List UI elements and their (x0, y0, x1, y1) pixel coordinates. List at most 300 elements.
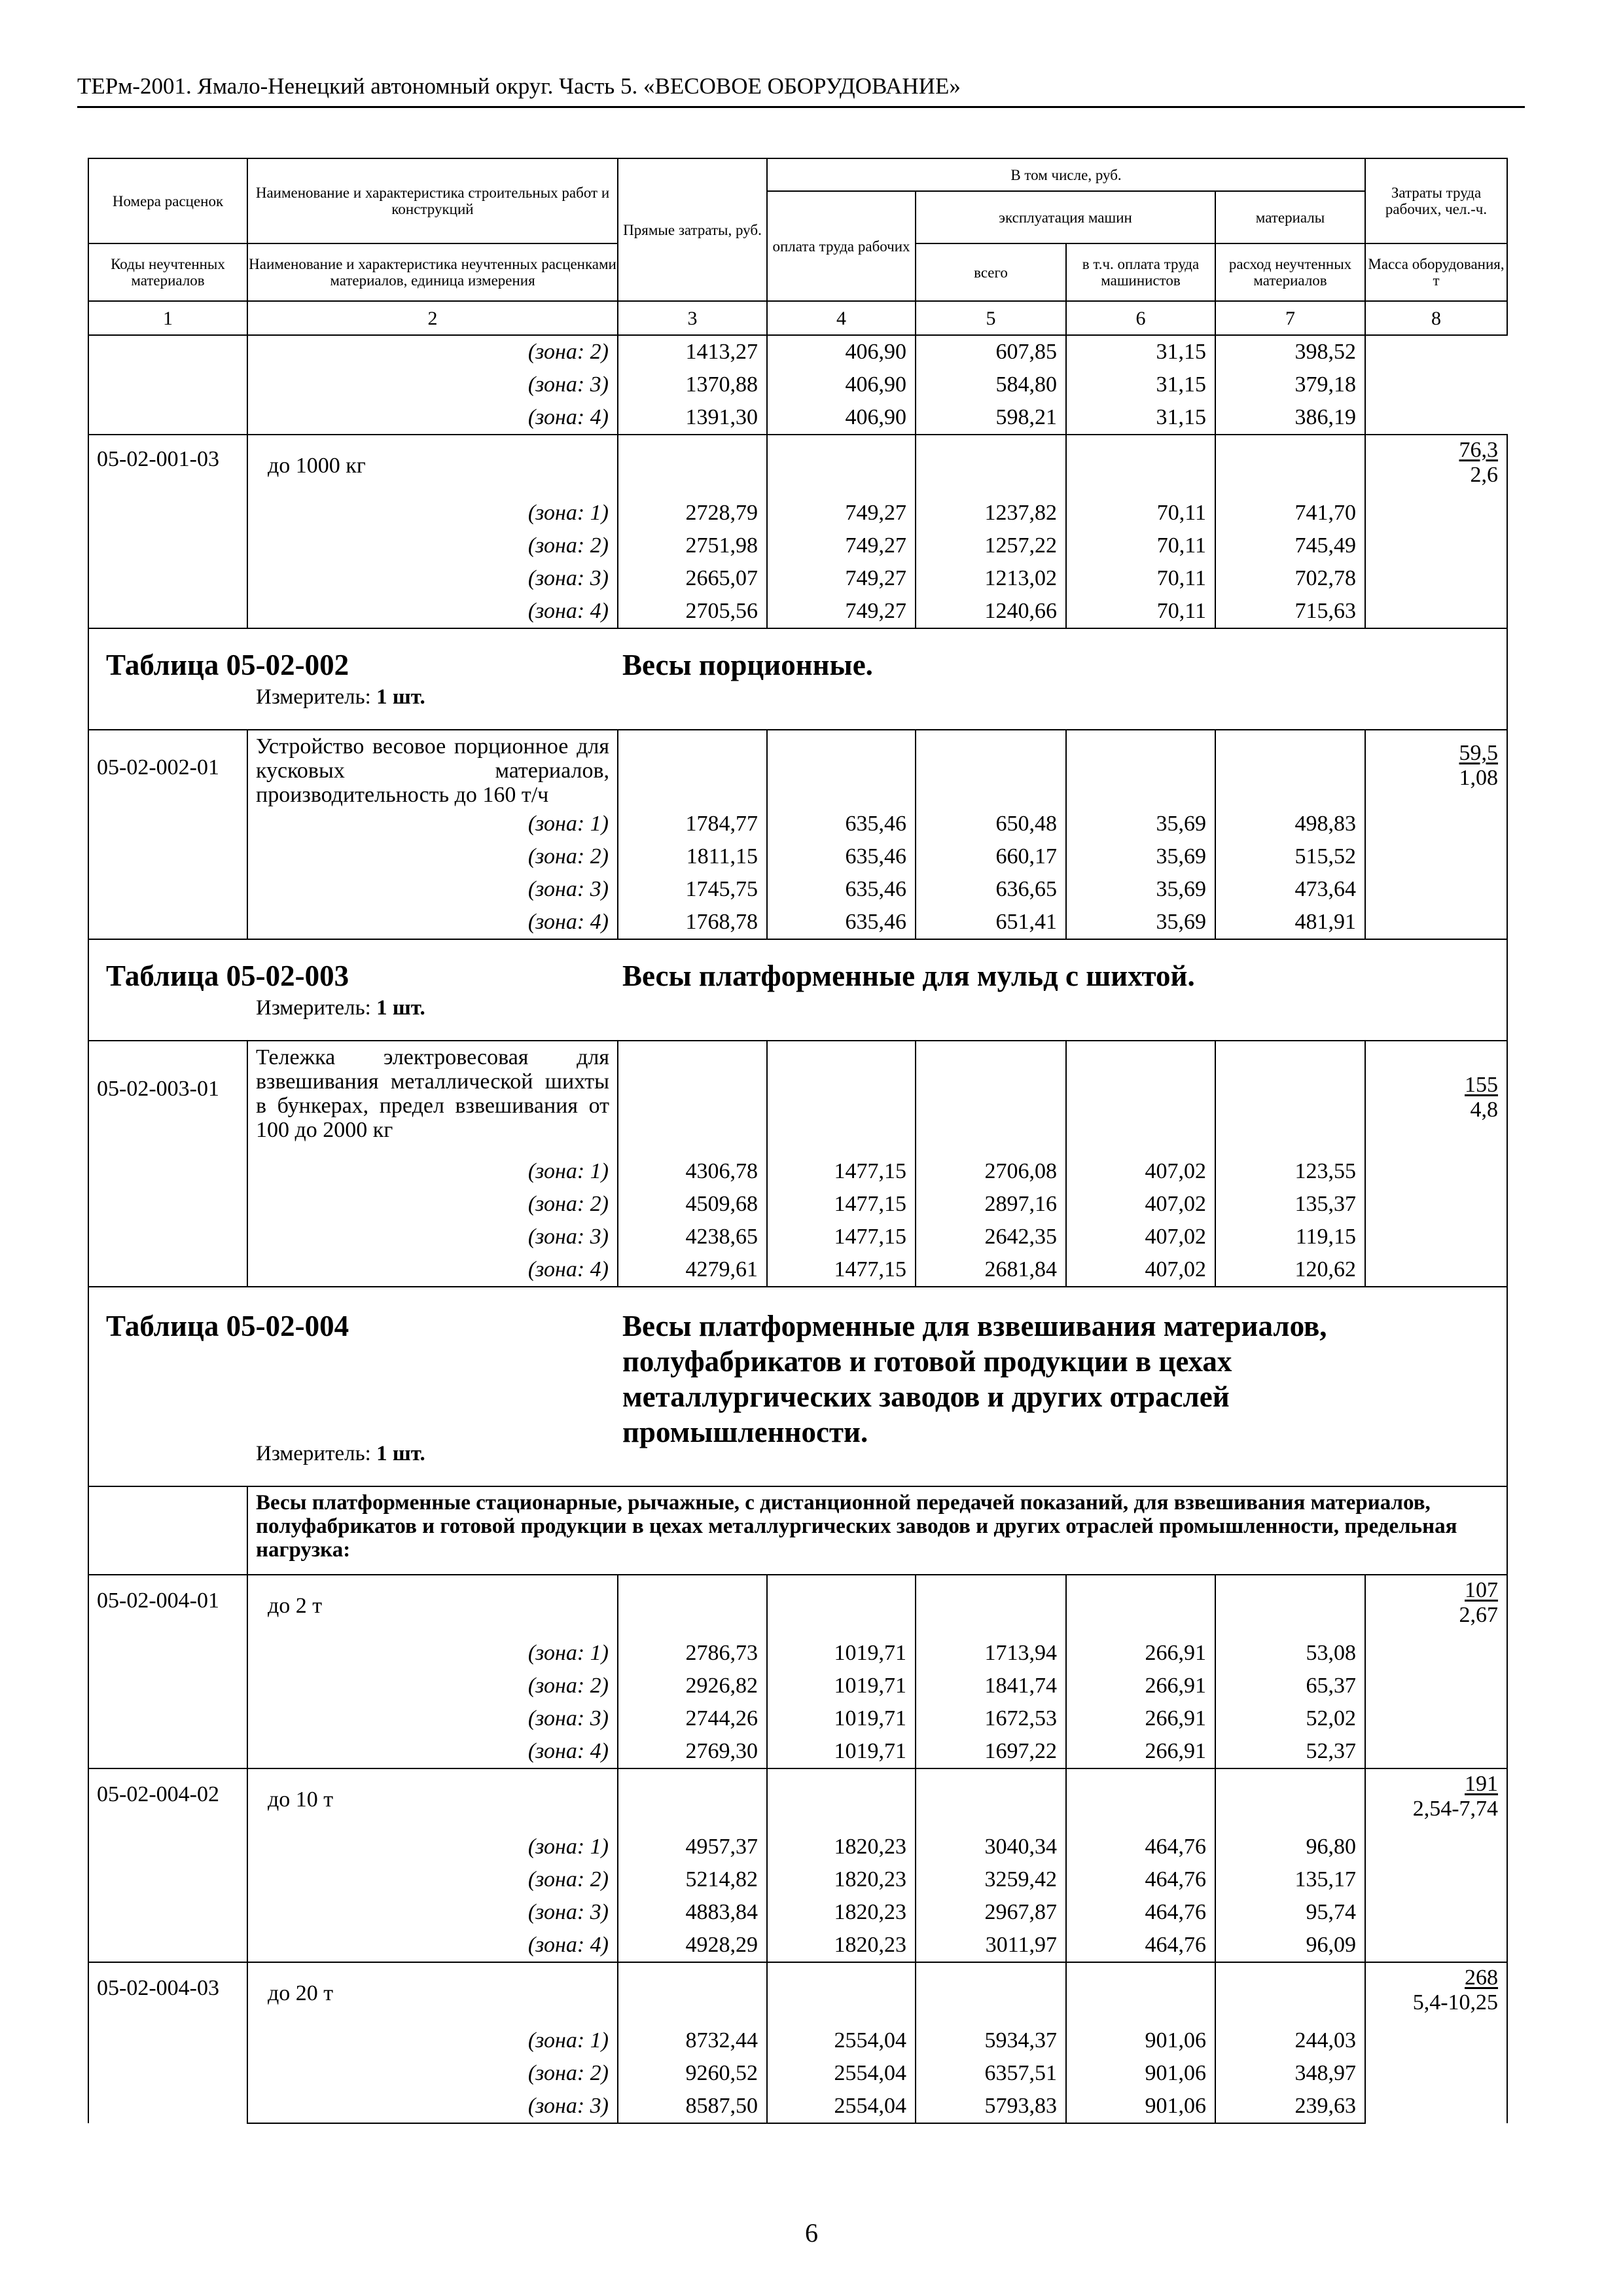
zone-label: (зона: 2) (247, 2057, 618, 2090)
machines-labor-cell: 407,02 (1066, 1188, 1215, 1221)
empty-value-cell (916, 1041, 1066, 1155)
machines-total-cell: 2967,87 (916, 1896, 1066, 1929)
equipment-mass-value: 5,4-10,25 (1412, 1990, 1499, 2015)
materials-cost-cell: 135,17 (1215, 1863, 1365, 1896)
labor-mass-cell (1365, 1768, 1507, 1962)
column-number: 7 (1215, 301, 1365, 335)
labor-mass-cell (1365, 1041, 1507, 1287)
empty-value-cell (767, 1768, 916, 1831)
labor-hours-value: 268 (1465, 1965, 1499, 1990)
zone-row (88, 1896, 1507, 1929)
machines-total-cell: 1697,22 (916, 1735, 1066, 1768)
rate-code: 05-02-002-01 (88, 730, 247, 939)
page-number: 6 (805, 2218, 818, 2248)
unit-label: Измеритель: (256, 685, 371, 709)
column-numbers-row (88, 301, 1507, 335)
machines-labor-header: в т.ч. оплата труда машинистов (1066, 243, 1215, 301)
empty-value-cell (767, 1575, 916, 1637)
rate-code: 05-02-004-02 (88, 1768, 247, 1962)
labor-cost-cell: 1820,23 (767, 1831, 916, 1863)
zone-row (88, 497, 1507, 529)
direct-cost-cell: 1370,88 (618, 368, 767, 401)
machines-total-cell: 1257,22 (916, 529, 1066, 562)
zone-row (88, 1863, 1507, 1896)
machines-labor-cell: 70,11 (1066, 562, 1215, 595)
column-number: 5 (916, 301, 1066, 335)
zone-label: (зона: 4) (247, 1735, 618, 1768)
labor-cost-cell: 749,27 (767, 595, 916, 628)
zone-row (88, 840, 1507, 873)
direct-cost-cell: 1745,75 (618, 873, 767, 906)
empty-value-cell (1215, 1768, 1365, 1831)
machines-total-cell: 2706,08 (916, 1155, 1066, 1188)
direct-cost-cell: 2665,07 (618, 562, 767, 595)
table-section-row (88, 628, 1507, 730)
materials-cost-cell: 244,03 (1215, 2024, 1365, 2057)
section-label: Таблица 05-02-004 (106, 1310, 349, 1342)
rate-item-row (88, 1041, 1507, 1155)
empty-value-cell (1066, 730, 1215, 808)
rate-code: 05-02-004-03 (88, 1962, 247, 2123)
direct-cost-cell: 2744,26 (618, 1702, 767, 1735)
direct-cost-cell: 2705,56 (618, 595, 767, 628)
direct-cost-cell: 2786,73 (618, 1637, 767, 1670)
group-intro-row (88, 1486, 1507, 1575)
rate-description: до 1000 кг (247, 435, 618, 497)
rate-code: 05-02-001-03 (88, 435, 247, 628)
materials-cost-cell: 53,08 (1215, 1637, 1365, 1670)
machines-total-cell: 1713,94 (916, 1637, 1066, 1670)
materials-cost-cell: 123,55 (1215, 1155, 1365, 1188)
machines-labor-cell: 31,15 (1066, 368, 1215, 401)
zone-label: (зона: 4) (247, 906, 618, 939)
machines-labor-cell: 464,76 (1066, 1863, 1215, 1896)
rate-description: Устройство весовое порционное для кусковых материалов, производительность до 160 т/ч (247, 730, 618, 808)
section-label: Таблица 05-02-003 (106, 960, 349, 992)
machines-labor-cell: 464,76 (1066, 1929, 1215, 1962)
labor-cost-cell: 1820,23 (767, 1863, 916, 1896)
machines-labor-cell: 35,69 (1066, 808, 1215, 840)
machines-total-cell: 5793,83 (916, 2090, 1066, 2123)
direct-cost-cell: 1391,30 (618, 401, 767, 435)
machines-labor-cell: 70,11 (1066, 595, 1215, 628)
zone-row (88, 1670, 1507, 1702)
direct-cost-cell: 4928,29 (618, 1929, 767, 1962)
materials-cost-cell: 715,63 (1215, 595, 1365, 628)
column-number: 2 (247, 301, 618, 335)
rate-item-row (88, 1575, 1507, 1637)
materials-cost-cell: 239,63 (1215, 2090, 1365, 2123)
labor-cost-header: оплата труда рабочих (767, 191, 916, 301)
machines-total-cell: 650,48 (916, 808, 1066, 840)
machines-labor-cell: 35,69 (1066, 906, 1215, 939)
empty-code-cell (88, 1486, 247, 1575)
rate-item-row (88, 1962, 1507, 2024)
machines-total-cell: 1237,82 (916, 497, 1066, 529)
direct-cost-cell: 1768,78 (618, 906, 767, 939)
rate-description: Тележка электровесовая для взвешивания металлической шихты в бункерах, предел взвешивания от 100 до 2000 кг (247, 1041, 618, 1155)
machines-labor-cell: 31,15 (1066, 401, 1215, 435)
empty-value-cell (1066, 1962, 1215, 2024)
zone-label: (зона: 3) (247, 562, 618, 595)
machines-total-cell: 2642,35 (916, 1221, 1066, 1253)
unit-label: Измеритель: (256, 1442, 371, 1465)
direct-cost-cell: 8587,50 (618, 2090, 767, 2123)
column-number: 4 (767, 301, 916, 335)
labor-cost-cell: 1477,15 (767, 1253, 916, 1287)
materials-cost-cell: 96,09 (1215, 1929, 1365, 1962)
labor-mass-cell (1365, 730, 1507, 939)
zone-row (88, 1188, 1507, 1221)
zone-label: (зона: 2) (247, 1188, 618, 1221)
machines-total-cell: 1841,74 (916, 1670, 1066, 1702)
direct-cost-cell: 2769,30 (618, 1735, 767, 1768)
zone-row (88, 1221, 1507, 1253)
equipment-mass-value: 1,08 (1459, 766, 1499, 790)
labor-mass-fraction (1459, 438, 1499, 488)
unit-of-measure (256, 684, 425, 710)
col2-top-header: Наименование и характеристика строительных работ и конструкций (247, 158, 618, 243)
labor-cost-cell: 1820,23 (767, 1896, 916, 1929)
machines-total-cell: 651,41 (916, 906, 1066, 939)
zone-label: (зона: 4) (247, 1253, 618, 1287)
labor-cost-cell: 1477,15 (767, 1155, 916, 1188)
col2-bottom-header: Наименование и характеристика неучтенных расценками материалов, единица измерения (247, 243, 618, 301)
section-label: Таблица 05-02-002 (106, 649, 349, 681)
zone-row (88, 335, 1507, 368)
labor-cost-cell: 406,90 (767, 401, 916, 435)
zone-row (88, 873, 1507, 906)
zone-row (88, 1831, 1507, 1863)
zone-row (88, 1702, 1507, 1735)
labor-cost-cell: 2554,04 (767, 2024, 916, 2057)
machines-total-cell: 3011,97 (916, 1929, 1066, 1962)
zone-row (88, 906, 1507, 939)
equipment-mass-value: 2,54-7,74 (1412, 1797, 1499, 1821)
zone-row (88, 595, 1507, 628)
machines-total-cell: 3040,34 (916, 1831, 1066, 1863)
empty-value-cell (618, 435, 767, 497)
materials-cost-cell: 386,19 (1215, 401, 1365, 435)
empty-code-cell (88, 335, 247, 435)
column-number: 8 (1365, 301, 1507, 335)
machines-total-cell: 6357,51 (916, 2057, 1066, 2090)
direct-cost-cell: 2728,79 (618, 497, 767, 529)
machines-labor-cell: 464,76 (1066, 1831, 1215, 1863)
machines-labor-cell: 407,02 (1066, 1155, 1215, 1188)
rate-item-row (88, 435, 1507, 497)
table-section-cell (88, 939, 1507, 1041)
unit-of-measure (256, 995, 425, 1021)
equipment-mass-value: 2,67 (1459, 1603, 1499, 1627)
labor-hours-value: 107 (1465, 1578, 1499, 1602)
col1-bottom-header: Коды неучтенных материалов (88, 243, 247, 301)
rate-description: до 2 т (247, 1575, 618, 1637)
labor-cost-cell: 1820,23 (767, 1929, 916, 1962)
materials-cost-cell: 473,64 (1215, 873, 1365, 906)
equipment-mass-value: 4,8 (1470, 1098, 1499, 1122)
empty-value-cell (916, 1962, 1066, 2024)
zone-row (88, 2024, 1507, 2057)
materials-cost-cell: 348,97 (1215, 2057, 1365, 2090)
column-number: 3 (618, 301, 767, 335)
materials-cost-cell: 120,62 (1215, 1253, 1365, 1287)
zone-label: (зона: 3) (247, 1896, 618, 1929)
zone-label: (зона: 2) (247, 529, 618, 562)
unit-of-measure (256, 1441, 425, 1467)
direct-cost-cell: 1811,15 (618, 840, 767, 873)
labor-cost-cell: 749,27 (767, 562, 916, 595)
machines-labor-cell: 70,11 (1066, 529, 1215, 562)
zone-row (88, 401, 1507, 435)
col1-top-header: Номера расценок (88, 158, 247, 243)
machines-labor-cell: 266,91 (1066, 1702, 1215, 1735)
labor-mass-cell (1365, 1962, 1507, 2123)
labor-mass-cell (1365, 1575, 1507, 1768)
zone-label: (зона: 3) (247, 368, 618, 401)
machines-total-cell: 1672,53 (916, 1702, 1066, 1735)
machines-total-header: всего (916, 243, 1066, 301)
direct-cost-cell: 2926,82 (618, 1670, 767, 1702)
machines-labor-cell: 407,02 (1066, 1221, 1215, 1253)
table-section-cell (88, 628, 1507, 730)
materials-cost-cell: 379,18 (1215, 368, 1365, 401)
labor-mass-fraction (1413, 1965, 1498, 2015)
zone-row (88, 1637, 1507, 1670)
materials-cost-cell: 745,49 (1215, 529, 1365, 562)
machines-labor-cell: 901,06 (1066, 2024, 1215, 2057)
machines-labor-cell: 901,06 (1066, 2057, 1215, 2090)
labor-hours-value: 76,3 (1459, 438, 1499, 462)
materials-cost-cell: 481,91 (1215, 906, 1365, 939)
direct-cost-cell: 4509,68 (618, 1188, 767, 1221)
zone-row (88, 562, 1507, 595)
machines-labor-cell: 266,91 (1066, 1637, 1215, 1670)
labor-hours-value: 59,5 (1459, 741, 1499, 765)
direct-cost-cell: 1784,77 (618, 808, 767, 840)
materials-cost-cell: 52,02 (1215, 1702, 1365, 1735)
table-section-cell (88, 1287, 1507, 1486)
zone-label: (зона: 1) (247, 808, 618, 840)
empty-value-cell (618, 1962, 767, 2024)
zone-label: (зона: 1) (247, 1637, 618, 1670)
empty-value-cell (1215, 730, 1365, 808)
direct-cost-cell: 4883,84 (618, 1896, 767, 1929)
machines-total-cell: 1240,66 (916, 595, 1066, 628)
materials-cost-cell: 52,37 (1215, 1735, 1365, 1768)
machines-labor-cell: 901,06 (1066, 2090, 1215, 2123)
empty-value-cell (767, 730, 916, 808)
materials-cost-cell: 96,80 (1215, 1831, 1365, 1863)
direct-cost-cell: 1413,27 (618, 335, 767, 368)
group-intro-text: Весы платформенные стационарные, рычажные, с дистанционной передачей показаний, для взвешивания материалов, полуфабрикатов и готовой продукции в цехах металлургических заводов и других отраслей промышленности, предельная нагрузка: (247, 1486, 1507, 1575)
empty-value-cell (916, 435, 1066, 497)
empty-value-cell (1215, 435, 1365, 497)
table-header (88, 158, 1507, 335)
labor-cost-cell: 406,90 (767, 368, 916, 401)
machines-total-cell: 636,65 (916, 873, 1066, 906)
direct-costs-header: Прямые затраты, руб. (618, 158, 767, 301)
zone-row (88, 808, 1507, 840)
machines-total-cell: 5934,37 (916, 2024, 1066, 2057)
labor-cost-cell: 1019,71 (767, 1670, 916, 1702)
direct-cost-cell: 9260,52 (618, 2057, 767, 2090)
materials-cost-cell: 95,74 (1215, 1896, 1365, 1929)
zone-label: (зона: 1) (247, 1831, 618, 1863)
zone-label: (зона: 2) (247, 1670, 618, 1702)
machines-total-cell: 660,17 (916, 840, 1066, 873)
zone-label: (зона: 3) (247, 1702, 618, 1735)
direct-cost-cell: 4238,65 (618, 1221, 767, 1253)
labor-cost-cell: 1019,71 (767, 1702, 916, 1735)
rate-item-row (88, 1768, 1507, 1831)
unit-label: Измеритель: (256, 996, 371, 1020)
zone-label: (зона: 2) (247, 1863, 618, 1896)
direct-cost-cell: 4306,78 (618, 1155, 767, 1188)
header-rule (77, 106, 1525, 108)
equipment-mass-value: 2,6 (1470, 463, 1499, 487)
zone-row (88, 1155, 1507, 1188)
rate-code: 05-02-003-01 (88, 1041, 247, 1287)
materials-cost-cell: 741,70 (1215, 497, 1365, 529)
labor-mass-fraction (1413, 1772, 1498, 1821)
machines-labor-cell: 407,02 (1066, 1253, 1215, 1287)
zone-row (88, 529, 1507, 562)
machines-labor-cell: 266,91 (1066, 1735, 1215, 1768)
empty-value-cell (916, 1575, 1066, 1637)
zone-row (88, 368, 1507, 401)
labor-hours-value: 191 (1465, 1772, 1499, 1796)
mass-header: Масса оборудования, т (1365, 243, 1507, 301)
machines-labor-cell: 35,69 (1066, 873, 1215, 906)
machines-total-cell: 2897,16 (916, 1188, 1066, 1221)
zone-label: (зона: 3) (247, 873, 618, 906)
machines-total-cell: 584,80 (916, 368, 1066, 401)
machines-total-cell: 3259,42 (916, 1863, 1066, 1896)
machines-labor-cell: 35,69 (1066, 840, 1215, 873)
labor-cost-cell: 635,46 (767, 840, 916, 873)
materials-cost-cell: 398,52 (1215, 335, 1365, 368)
labor-mass-fraction (1459, 1578, 1499, 1628)
zone-label: (зона: 2) (247, 840, 618, 873)
labor-mass-cell (1365, 435, 1507, 628)
zone-label: (зона: 2) (247, 335, 618, 368)
including-header: В том числе, руб. (767, 158, 1365, 191)
zone-label: (зона: 1) (247, 497, 618, 529)
rate-code: 05-02-004-01 (88, 1575, 247, 1768)
table-section-row (88, 1287, 1507, 1486)
labor-cost-cell: 635,46 (767, 808, 916, 840)
rate-description: до 20 т (247, 1962, 618, 2024)
machines-total-cell: 607,85 (916, 335, 1066, 368)
direct-cost-cell: 5214,82 (618, 1863, 767, 1896)
zone-label: (зона: 3) (247, 1221, 618, 1253)
materials-cost-cell: 135,37 (1215, 1188, 1365, 1221)
labor-hours-header: Затраты труда рабочих, чел.-ч. (1365, 158, 1507, 243)
unit-value: 1 шт. (376, 996, 425, 1020)
machines-header: эксплуатация машин (916, 191, 1215, 243)
empty-value-cell (1215, 1962, 1365, 2024)
unit-value: 1 шт. (376, 1442, 425, 1465)
rates-document (88, 158, 1507, 2124)
machines-total-cell: 1213,02 (916, 562, 1066, 595)
machines-labor-cell: 464,76 (1066, 1896, 1215, 1929)
empty-value-cell (1215, 1575, 1365, 1637)
labor-cost-cell: 1477,15 (767, 1188, 916, 1221)
materials-cost-cell: 515,52 (1215, 840, 1365, 873)
labor-cost-cell: 635,46 (767, 906, 916, 939)
rate-item-row (88, 730, 1507, 808)
labor-cost-cell: 635,46 (767, 873, 916, 906)
machines-labor-cell: 31,15 (1066, 335, 1215, 368)
zone-label: (зона: 1) (247, 1155, 618, 1188)
empty-value-cell (767, 1962, 916, 2024)
page-header: ТЕРм-2001. Ямало-Ненецкий автономный округ. Часть 5. «ВЕСОВОЕ ОБОРУДОВАНИЕ» (77, 73, 961, 99)
rate-description: до 10 т (247, 1768, 618, 1831)
table-body (88, 335, 1507, 2123)
rates-table (88, 158, 1508, 2124)
empty-value-cell (916, 730, 1066, 808)
labor-cost-cell: 1477,15 (767, 1221, 916, 1253)
direct-cost-cell: 2751,98 (618, 529, 767, 562)
section-title: Весы порционные. (622, 649, 873, 681)
column-number: 6 (1066, 301, 1215, 335)
zone-row (88, 1735, 1507, 1768)
materials-cost-cell: 702,78 (1215, 562, 1365, 595)
empty-value-cell (767, 1041, 916, 1155)
column-number: 1 (88, 301, 247, 335)
zone-row (88, 2090, 1507, 2123)
labor-mass-fraction (1465, 1073, 1498, 1122)
materials-unaccounted-header: расход неучтенных материалов (1215, 243, 1365, 301)
machines-total-cell: 598,21 (916, 401, 1066, 435)
zone-label: (зона: 1) (247, 2024, 618, 2057)
labor-cost-cell: 1019,71 (767, 1637, 916, 1670)
labor-cost-cell: 2554,04 (767, 2057, 916, 2090)
machines-labor-cell: 70,11 (1066, 497, 1215, 529)
unit-value: 1 шт. (376, 685, 425, 709)
section-title: Весы платформенные для мульд с шихтой. (622, 960, 1195, 992)
labor-cost-cell: 2554,04 (767, 2090, 916, 2123)
empty-value-cell (1066, 435, 1215, 497)
materials-cost-cell: 65,37 (1215, 1670, 1365, 1702)
labor-hours-value: 155 (1465, 1073, 1499, 1097)
zone-label: (зона: 4) (247, 1929, 618, 1962)
empty-value-cell (618, 1041, 767, 1155)
zone-label: (зона: 4) (247, 595, 618, 628)
labor-cost-cell: 1019,71 (767, 1735, 916, 1768)
machines-total-cell: 2681,84 (916, 1253, 1066, 1287)
empty-value-cell (618, 1768, 767, 1831)
zone-row (88, 1253, 1507, 1287)
materials-cost-cell: 119,15 (1215, 1221, 1365, 1253)
empty-value-cell (916, 1768, 1066, 1831)
empty-value-cell (1066, 1041, 1215, 1155)
zone-label: (зона: 4) (247, 401, 618, 435)
empty-value-cell (618, 730, 767, 808)
materials-cost-cell: 498,83 (1215, 808, 1365, 840)
labor-cost-cell: 749,27 (767, 497, 916, 529)
empty-value-cell (767, 435, 916, 497)
table-section-row (88, 939, 1507, 1041)
zone-label: (зона: 3) (247, 2090, 618, 2123)
empty-value-cell (618, 1575, 767, 1637)
labor-cost-cell: 749,27 (767, 529, 916, 562)
materials-header: материалы (1215, 191, 1365, 243)
section-title: Весы платформенные для взвешивания материалов, полуфабрикатов и готовой продукции в цехах металлургических заводов и других отраслей промышленности. (622, 1310, 1327, 1448)
zone-row (88, 2057, 1507, 2090)
machines-labor-cell: 266,91 (1066, 1670, 1215, 1702)
